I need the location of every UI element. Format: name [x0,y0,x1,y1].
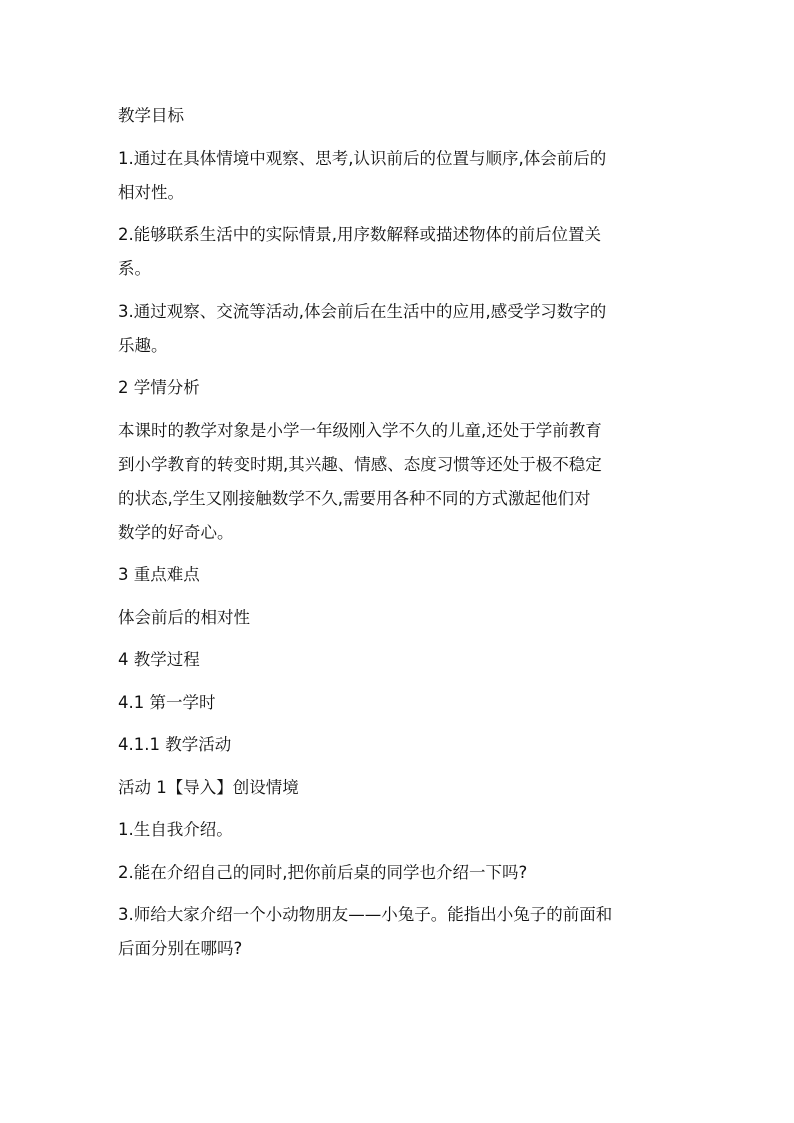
subsection-heading-teaching-activity: 4.1.1 教学活动 [118,735,232,754]
activity-step-1: 1.生自我介绍。 [118,820,233,839]
key-points-text: 体会前后的相对性 [118,607,250,627]
activity-step-3-line-2: 后面分别在哪吗? [118,939,243,958]
section-heading-key-points: 3 重点难点 [118,565,200,584]
goal-2-line-1: 2.能够联系生活中的实际情景,用序数解释或描述物体的前后位置关 [118,225,601,244]
analysis-line-2: 到小学教育的转变时期,其兴趣、情感、态度习惯等还处于极不稳定 [118,454,602,474]
analysis-line-3: 的状态,学生又刚接触数学不久,需要用各种不同的方式激起他们对 [118,488,591,508]
document-body [118,101,688,977]
analysis-line-1: 本课时的教学对象是小学一年级刚入学不久的儿童,还处于学前教育 [118,420,602,440]
goal-3-line-2: 乐趣。 [118,335,168,355]
activity-step-3-line-1: 3.师给大家介绍一个小动物朋友——小兔子。能指出小兔子的前面和 [118,905,613,924]
goal-3-line-1: 3.通过观察、交流等活动,体会前后在生活中的应用,感受学习数字的 [118,301,607,321]
goal-1-line-1: 1.通过在具体情境中观察、思考,认识前后的位置与顺序,体会前后的 [118,148,607,168]
goal-1-line-2: 相对性。 [118,182,184,202]
section-heading-teaching-process: 4 教学过程 [118,650,200,669]
section-heading-learner-analysis: 2 学情分析 [118,378,200,397]
subsection-heading-first-period: 4.1 第一学时 [118,692,216,712]
goal-2-line-2: 系。 [118,259,151,278]
activity-1-heading: 活动 1【导入】创设情境 [118,777,299,797]
analysis-line-4: 数学的好奇心。 [118,522,234,542]
activity-step-2: 2.能在介绍自己的同时,把你前后桌的同学也介绍一下吗? [118,862,528,882]
section-heading-teaching-goals: 教学目标 [118,106,184,125]
